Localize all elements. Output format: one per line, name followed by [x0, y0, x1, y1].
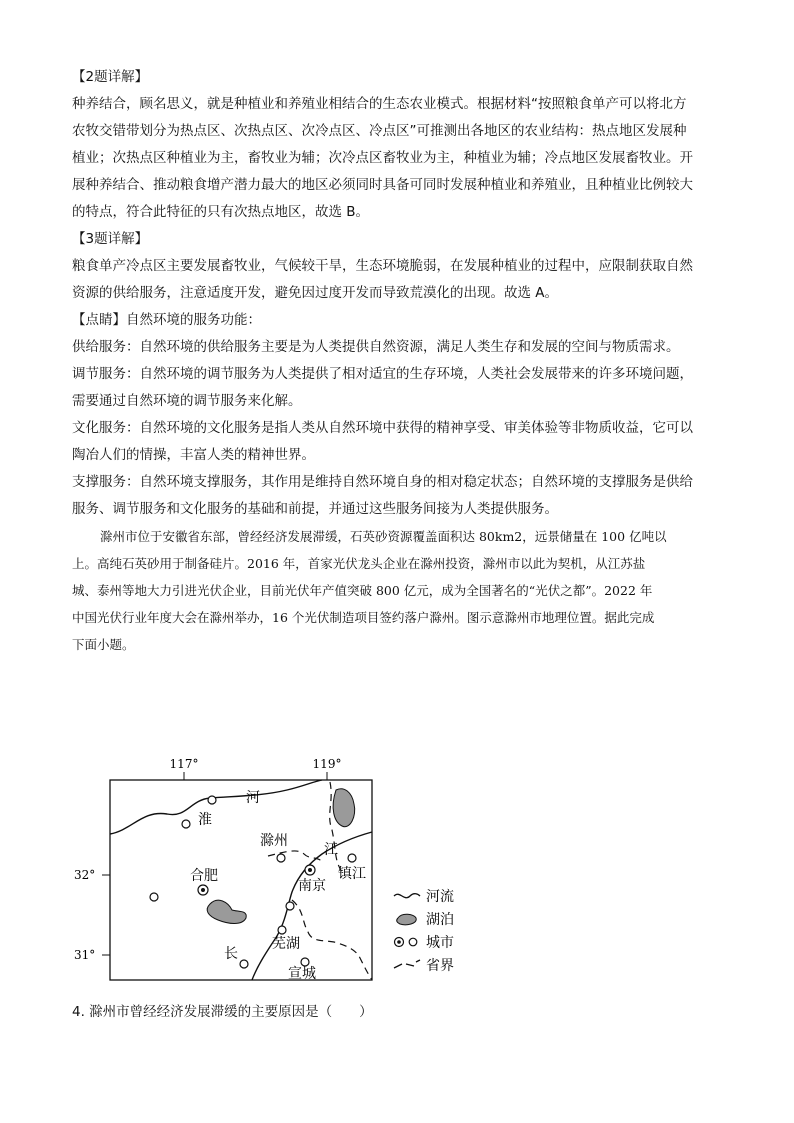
paragraph-line: 粮食单产冷点区主要发展畜牧业，气候较干旱，生态环境脆弱，在发展种植业的过程中，应限制获取自然 [72, 258, 693, 274]
river-icon [394, 894, 420, 898]
city-marker [150, 893, 158, 901]
paragraph-line: 文化服务：自然环境的文化服务是指人类从自然环境中获得的精神享受、审美体验等非物质收益，它可以 [72, 420, 693, 436]
label-chuzhou: 滁州 [260, 833, 288, 849]
legend-lake: 湖泊 [426, 912, 454, 928]
paragraph-line: 资源的供给服务，注意适度开发，避免因过度开发而导致荒漠化的出现。故选 A。 [72, 285, 559, 301]
legend-river: 河流 [426, 889, 454, 905]
city-marker [208, 796, 216, 804]
label-nanjing: 南京 [298, 878, 326, 894]
boundary-icon [394, 960, 420, 968]
material-line: 滁州市位于安徽省东部，曾经经济发展滞缓，石英砂资源覆盖面积达 80km2，远景储量在 100 亿吨以 [100, 529, 667, 544]
document-body [72, 64, 722, 658]
nanjing-marker-dot [308, 868, 312, 872]
lat-label-32: 32° [74, 868, 96, 882]
section-heading-3: 【3题详解】 [72, 231, 149, 247]
location-map [72, 752, 392, 992]
tip-heading: 【点睛】自然环境的服务功能： [72, 312, 261, 328]
map-frame [110, 780, 372, 980]
city-marker [286, 902, 294, 910]
city-marker [240, 960, 248, 968]
lake-icon [397, 914, 417, 925]
paragraph-line: 陶冶人们的情操，丰富人类的精神世界。 [72, 447, 315, 463]
chao-lake [207, 900, 246, 923]
paragraph-line: 服务、调节服务和文化服务的基础和前提，并通过这些服务间接为人类提供服务。 [72, 501, 558, 517]
huai-river [110, 780, 322, 834]
hefei-marker-dot [201, 888, 205, 892]
label-hefei: 合肥 [190, 868, 218, 884]
paragraph-line: 支撑服务：自然环境支撑服务，其作用是维持自然环境自身的相对稳定状态；自然环境的支撑服务是供给 [72, 474, 693, 490]
question-4: 4. 滁州市曾经经济发展滞缓的主要原因是（ ） [72, 1004, 373, 1020]
paragraph-line: 种养结合，顾名思义，就是种植业和养殖业相结合的生态农业模式。根据材料“按照粮食单产可以将北方 [72, 96, 687, 112]
paragraph-line: 需要通过自然环境的调节服务来化解。 [72, 393, 302, 409]
paragraph-line: 展种养结合、推动粮食增产潜力最大的地区必须同时具备可同时发展种植业和养殖业，且种植业比例较大 [72, 177, 693, 193]
paragraph-line: 调节服务：自然环境的调节服务为人类提供了相对适宜的生存环境，人类社会发展带来的许多环境问题， [72, 366, 693, 382]
chuzhou-marker [277, 854, 285, 862]
xuancheng-marker [301, 958, 309, 966]
label-zhenjiang: 镇江 [338, 866, 366, 882]
label-xuancheng: 宣城 [288, 966, 316, 982]
city-marker [182, 820, 190, 828]
label-he: 河 [246, 790, 260, 806]
label-huai: 淮 [198, 812, 212, 828]
lon-label-117: 117° [169, 757, 199, 771]
label-wuhu: 芜湖 [272, 936, 300, 952]
material-line: 上。高纯石英砂用于制备硅片。2016 年，首家光伏龙头企业在滁州投资，滁州市以此为契机，从江苏盐 [72, 556, 646, 571]
hongze-lake [333, 789, 355, 827]
map-legend [392, 882, 512, 982]
city-icon [409, 938, 417, 946]
paragraph-line: 植业；次热点区种植业为主，畜牧业为辅；次冷点区畜牧业为主，种植业为辅；冷点地区发展畜牧业。开 [72, 150, 693, 166]
section-heading-2: 【2题详解】 [72, 69, 149, 85]
paragraph-line: 供给服务：自然环境的供给服务主要是为人类提供自然资源，满足人类生存和发展的空间与物质需求。 [72, 339, 680, 355]
wuhu-marker [278, 926, 286, 934]
capital-city-icon-dot [397, 940, 401, 944]
material-line: 中国光伏行业年度大会在滁州举办，16 个光伏制造项目签约落户滁州。图示意滁州市地理位置。据此完成 [72, 610, 655, 625]
material-line: 下面小题。 [72, 637, 135, 652]
paragraph-line: 农牧交错带划分为热点区、次热点区、次冷点区、冷点区”可推测出各地区的农业结构：热点地区发展种 [72, 123, 687, 139]
label-jiang: 江 [324, 842, 338, 858]
legend-boundary: 省界 [426, 958, 454, 974]
paragraph-line: 的特点，符合此特征的只有次热点地区，故选 B。 [72, 204, 370, 220]
material-line: 城、泰州等地大力引进光伏企业，目前光伏年产值突破 800 亿元，成为全国著名的“光伏之都”。2022 年 [72, 583, 653, 598]
lon-label-119: 119° [312, 757, 342, 771]
legend-city: 城市 [426, 935, 454, 951]
lat-label-31: 31° [74, 948, 96, 962]
zhenjiang-marker [348, 854, 356, 862]
label-chang: 长 [224, 946, 238, 962]
